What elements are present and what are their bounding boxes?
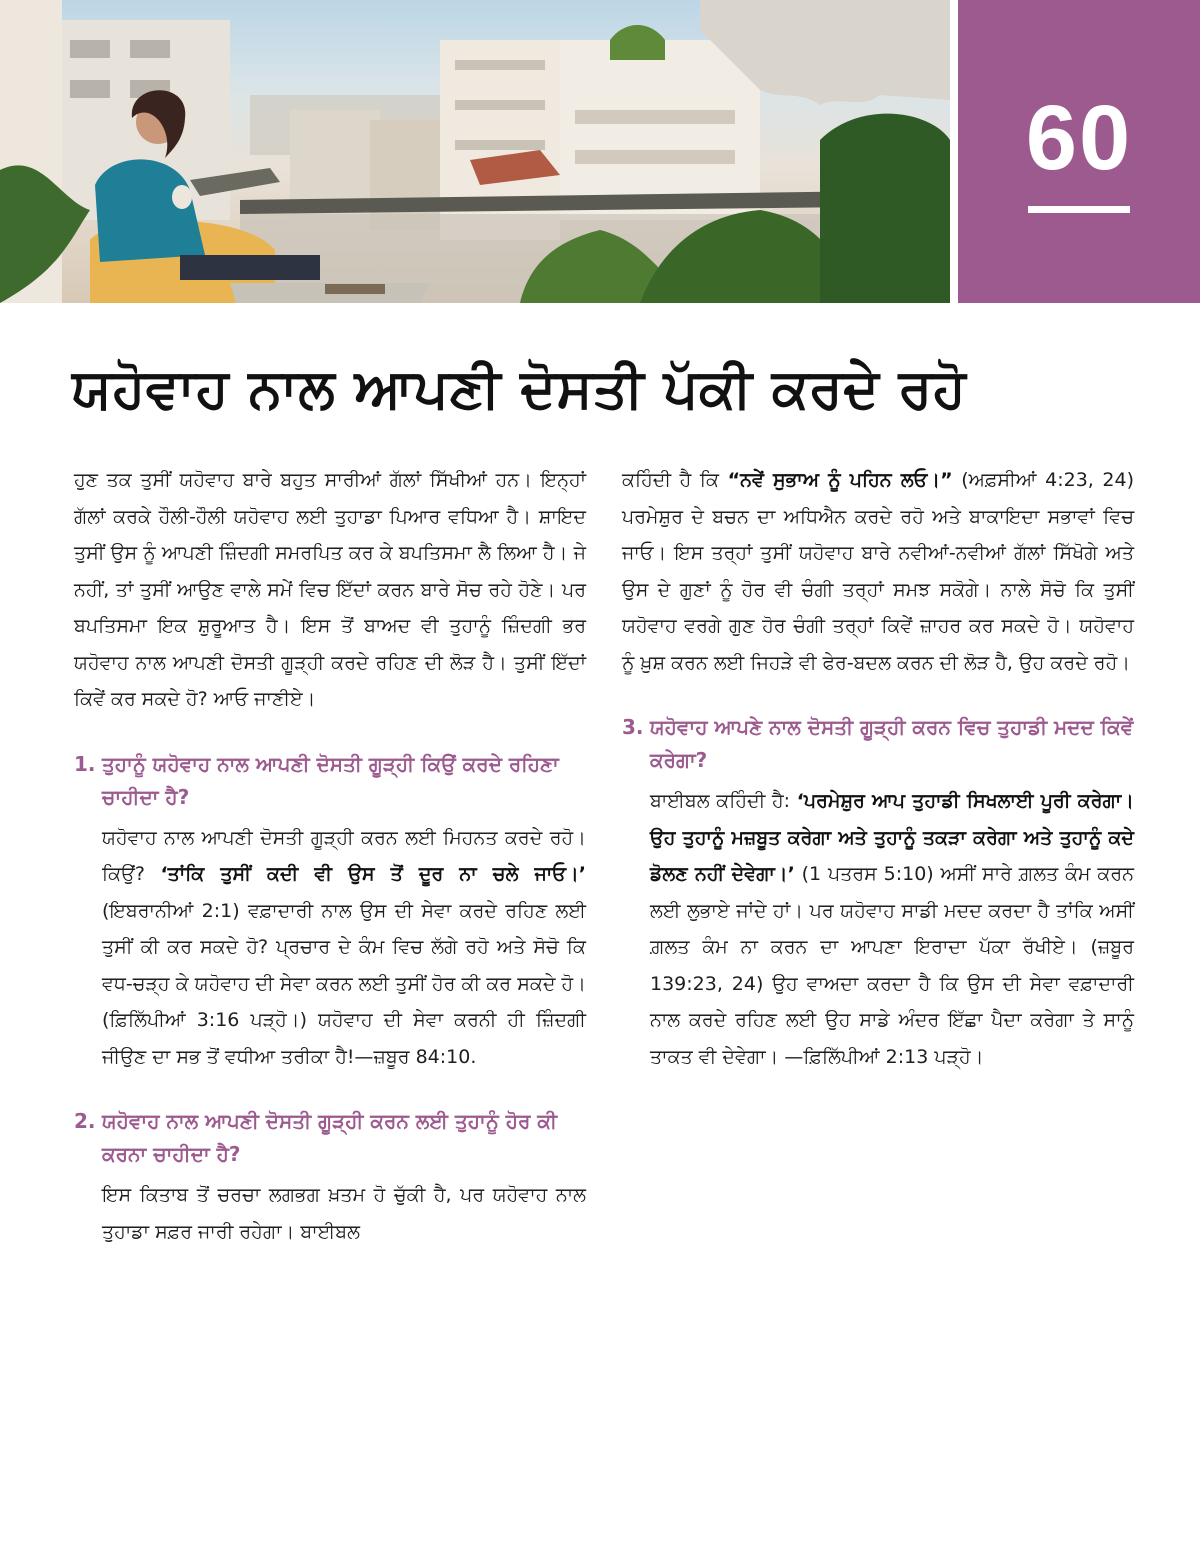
- answer-text: (ਇਬਰਾਨੀਆਂ 2:1) ਵਫ਼ਾਦਾਰੀ ਨਾਲ ਉਸ ਦੀ ਸੇਵਾ ਕਰਦੇ ਰਹਿਣ ਲਈ ਤੁਸੀਂ ਕੀ ਕਰ ਸਕਦੇ ਹੋ? ਪ੍ਰਚਾਰ ਦੇ ਕੰਮ ਵਿਚ ਲੱਗੇ ਰਹੋ ਅਤੇ ਸੋਚੋ ਕਿ ਵਧ-ਚੜ੍ਹ ਕੇ ਯਹੋਵਾਹ ਦੀ ਸੇਵਾ ਕਰਨ ਲਈ ਤੁਸੀਂ ਹੋਰ ਕੀ ਕਰ ਸਕਦੇ ਹੋ। (ਫ਼ਿਲਿੱਪੀਆਂ 3:16 ਪੜ੍ਹੋ।) ਯਹੋਵਾਹ ਦੀ ਸੇਵਾ ਕਰਨੀ ਹੀ ਜ਼ਿੰਦਗੀ ਜੀਉਣ ਦਾ ਸਭ ਤੋਂ ਵਧੀਆ ਤਰੀਕਾ ਹੈ!—ਜ਼ਬੂਰ 84:10.: [102, 899, 586, 1068]
- left-column: [74, 462, 586, 1250]
- intro-paragraph: ਹੁਣ ਤਕ ਤੁਸੀਂ ਯਹੋਵਾਹ ਬਾਰੇ ਬਹੁਤ ਸਾਰੀਆਂ ਗੱਲਾਂ ਸਿੱਖੀਆਂ ਹਨ। ਇਨ੍ਹਾਂ ਗੱਲਾਂ ਕਰਕੇ ਹੌਲੀ-ਹੌਲੀ ਯਹੋਵਾਹ ਲਈ ਤੁਹਾਡਾ ਪਿਆਰ ਵਧਿਆ ਹੈ। ਸ਼ਾਇਦ ਤੁਸੀਂ ਉਸ ਨੂੰ ਆਪਣੀ ਜ਼ਿੰਦਗੀ ਸਮਰਪਿਤ ਕਰ ਕੇ ਬਪਤਿਸਮਾ ਲੈ ਲਿਆ ਹੈ। ਜੇ ਨਹੀਂ, ਤਾਂ ਤੁਸੀਂ ਆਉਣ ਵਾਲੇ ਸਮੇਂ ਵਿਚ ਇੱਦਾਂ ਕਰਨ ਬਾਰੇ ਸੋਚ ਰਹੇ ਹੋਣੇ। ਪਰ ਬਪਤਿਸਮਾ ਇਕ ਸ਼ੁਰੂਆਤ ਹੈ। ਇਸ ਤੋਂ ਬਾਅਦ ਵੀ ਤੁਹਾਨੂੰ ਜ਼ਿੰਦਗੀ ਭਰ ਯਹੋਵਾਹ ਨਾਲ ਆਪਣੀ ਦੋਸਤੀ ਗੂੜ੍ਹੀ ਕਰਦੇ ਰਹਿਣ ਦੀ ਲੋੜ ਹੈ। ਤੁਸੀਂ ਇੱਦਾਂ ਕਿਵੇਂ ਕਰ ਸਕਦੇ ਹੋ? ਆਓ ਜਾਣੀਏ।: [74, 469, 586, 710]
- answer-text: ਯਹੋਵਾਹ ਨਾਲ ਆਪਣੀ ਦੋਸਤੀ ਗੂੜ੍ਹੀ ਕਰਨ ਲਈ ਮਿਹਨਤ ਕਰਦੇ ਰਹੋ। ਕਿਉਂ?: [102, 826, 586, 885]
- answer-text: ਬਾਈਬਲ ਕਹਿੰਦੀ ਹੈ:: [650, 790, 797, 812]
- answer-paragraph-3: [622, 783, 1134, 1075]
- hero-photo: [0, 0, 950, 303]
- question-text: ਤੁਹਾਨੂੰ ਯਹੋਵਾਹ ਨਾਲ ਆਪਣੀ ਦੋਸਤੀ ਗੂੜ੍ਹੀ ਕਿਉਂ ਕਰਦੇ ਰਹਿਣਾ ਚਾਹੀਦਾ ਹੈ?: [102, 751, 559, 809]
- balcony-scene-illustration: [0, 0, 950, 303]
- scripture-quote: ‘ਤਾਂਕਿ ਤੁਸੀਂ ਕਦੀ ਵੀ ਉਸ ਤੋਂ ਦੂਰ ਨਾ ਚਲੇ ਜਾਓ।’: [160, 863, 586, 885]
- lesson-number: 60: [1025, 87, 1133, 189]
- page-title: ਯਹੋਵਾਹ ਨਾਲ ਆਪਣੀ ਦੋਸਤੀ ਪੱਕੀ ਕਰਦੇ ਰਹੋ: [72, 357, 967, 420]
- question-number: 2.: [74, 1109, 96, 1133]
- question-heading-1: [74, 748, 586, 814]
- scripture-quote: “ਨਵੇਂ ਸੁਭਾਅ ਨੂੰ ਪਹਿਨ ਲਓ।”: [727, 469, 953, 491]
- question-heading-2: [74, 1105, 586, 1171]
- question-number: 3.: [622, 715, 644, 739]
- answer-text: ਕਹਿੰਦੀ ਹੈ ਕਿ: [622, 469, 728, 491]
- answer-text: (ਅਫ਼ਸੀਆਂ 4:23, 24) ਪਰਮੇਸ਼ੁਰ ਦੇ ਬਚਨ ਦਾ ਅਧਿਐਨ ਕਰਦੇ ਰਹੋ ਅਤੇ ਬਾਕਾਇਦਾ ਸਭਾਵਾਂ ਵਿਚ ਜਾਓ। ਇਸ ਤਰ੍ਹਾਂ ਤੁਸੀਂ ਯਹੋਵਾਹ ਬਾਰੇ ਨਵੀਆਂ-ਨਵੀਆਂ ਗੱਲਾਂ ਸਿੱਖੋਗੇ ਅਤੇ ਉਸ ਦੇ ਗੁਣਾਂ ਨੂੰ ਹੋਰ ਵੀ ਚੰਗੀ ਤਰ੍ਹਾਂ ਸਮਝ ਸਕੋਗੇ। ਨਾਲੇ ਸੋਚੋ ਕਿ ਤੁਸੀਂ ਯਹੋਵਾਹ ਵਰਗੇ ਗੁਣ ਹੋਰ ਚੰਗੀ ਤਰ੍ਹਾਂ ਕਿਵੇਂ ਜ਼ਾਹਰ ਕਰ ਸਕਦੇ ਹੋ। ਯਹੋਵਾਹ ਨੂੰ ਖ਼ੁਸ਼ ਕਰਨ ਲਈ ਜਿਹੜੇ ਵੀ ਫੇਰ-ਬਦਲ ਕਰਨ ਦੀ ਲੋੜ ਹੈ, ਉਹ ਕਰਦੇ ਰਹੋ।: [622, 469, 1135, 674]
- answer-text: (1 ਪਤਰਸ 5:10) ਅਸੀਂ ਸਾਰੇ ਗ਼ਲਤ ਕੰਮ ਕਰਨ ਲਈ ਲੁਭਾਏ ਜਾਂਦੇ ਹਾਂ। ਪਰ ਯਹੋਵਾਹ ਸਾਡੀ ਮਦਦ ਕਰਦਾ ਹੈ ਤਾਂਕਿ ਅਸੀਂ ਗ਼ਲਤ ਕੰਮ ਨਾ ਕਰਨ ਦਾ ਆਪਣਾ ਇਰਾਦਾ ਪੱਕਾ ਰੱਖੀਏ। (ਜ਼ਬੂਰ 139:23, 24) ਉਹ ਵਾਅਦਾ ਕਰਦਾ ਹੈ ਕਿ ਉਸ ਦੀ ਸੇਵਾ ਵਫ਼ਾਦਾਰੀ ਨਾਲ ਕਰਦੇ ਰਹਿਣ ਲਈ ਉਹ ਸਾਡੇ ਅੰਦਰ ਇੱਛਾ ਪੈਦਾ ਕਰੇਗਾ ਤੇ ਸਾਨੂੰ ਤਾਕਤ ਵੀ ਦੇਵੇਗਾ। —ਫ਼ਿਲਿੱਪੀਆਂ 2:13 ਪੜ੍ਹੋ।: [650, 863, 1134, 1068]
- answer-paragraph-2-continued: [622, 462, 1134, 681]
- question-text: ਯਹੋਵਾਹ ਨਾਲ ਆਪਣੀ ਦੋਸਤੀ ਗੂੜ੍ਹੀ ਕਰਨ ਲਈ ਤੁਹਾਨੂੰ ਹੋਰ ਕੀ ਕਰਨਾ ਚਾਹੀਦਾ ਹੈ?: [102, 1109, 558, 1166]
- right-column: [622, 462, 1134, 1075]
- scripture-quote: ‘ਪਰਮੇਸ਼ੁਰ ਆਪ ਤੁਹਾਡੀ ਸਿਖਲਾਈ ਪੂਰੀ ਕਰੇਗਾ। ਉਹ ਤੁਹਾਨੂੰ ਮਜ਼ਬੂਤ ਕਰੇਗਾ ਅਤੇ ਤੁਹਾਨੂੰ ਤਕੜਾ ਕਰੇਗਾ ਅਤੇ ਤੁਹਾਨੂੰ ਕਦੇ ਡੋਲਣ ਨਹੀਂ ਦੇਵੇਗਾ।’: [650, 790, 1134, 885]
- lesson-number-underline: [1028, 206, 1130, 213]
- question-heading-3: [622, 711, 1134, 777]
- answer-paragraph-2-start: ਇਸ ਕਿਤਾਬ ਤੋਂ ਚਰਚਾ ਲਗਭਗ ਖ਼ਤਮ ਹੋ ਚੁੱਕੀ ਹੈ, ਪਰ ਯਹੋਵਾਹ ਨਾਲ ਤੁਹਾਡਾ ਸਫ਼ਰ ਜਾਰੀ ਰਹੇਗਾ। ਬਾਈਬਲ: [102, 1184, 586, 1243]
- answer-paragraph-1: [74, 820, 586, 1076]
- question-text: ਯਹੋਵਾਹ ਆਪਣੇ ਨਾਲ ਦੋਸਤੀ ਗੂੜ੍ਹੀ ਕਰਨ ਵਿਚ ਤੁਹਾਡੀ ਮਦਦ ਕਿਵੇਂ ਕਰੇਗਾ?: [650, 715, 1134, 772]
- question-number: 1.: [74, 751, 96, 776]
- lesson-number-badge: [958, 0, 1200, 303]
